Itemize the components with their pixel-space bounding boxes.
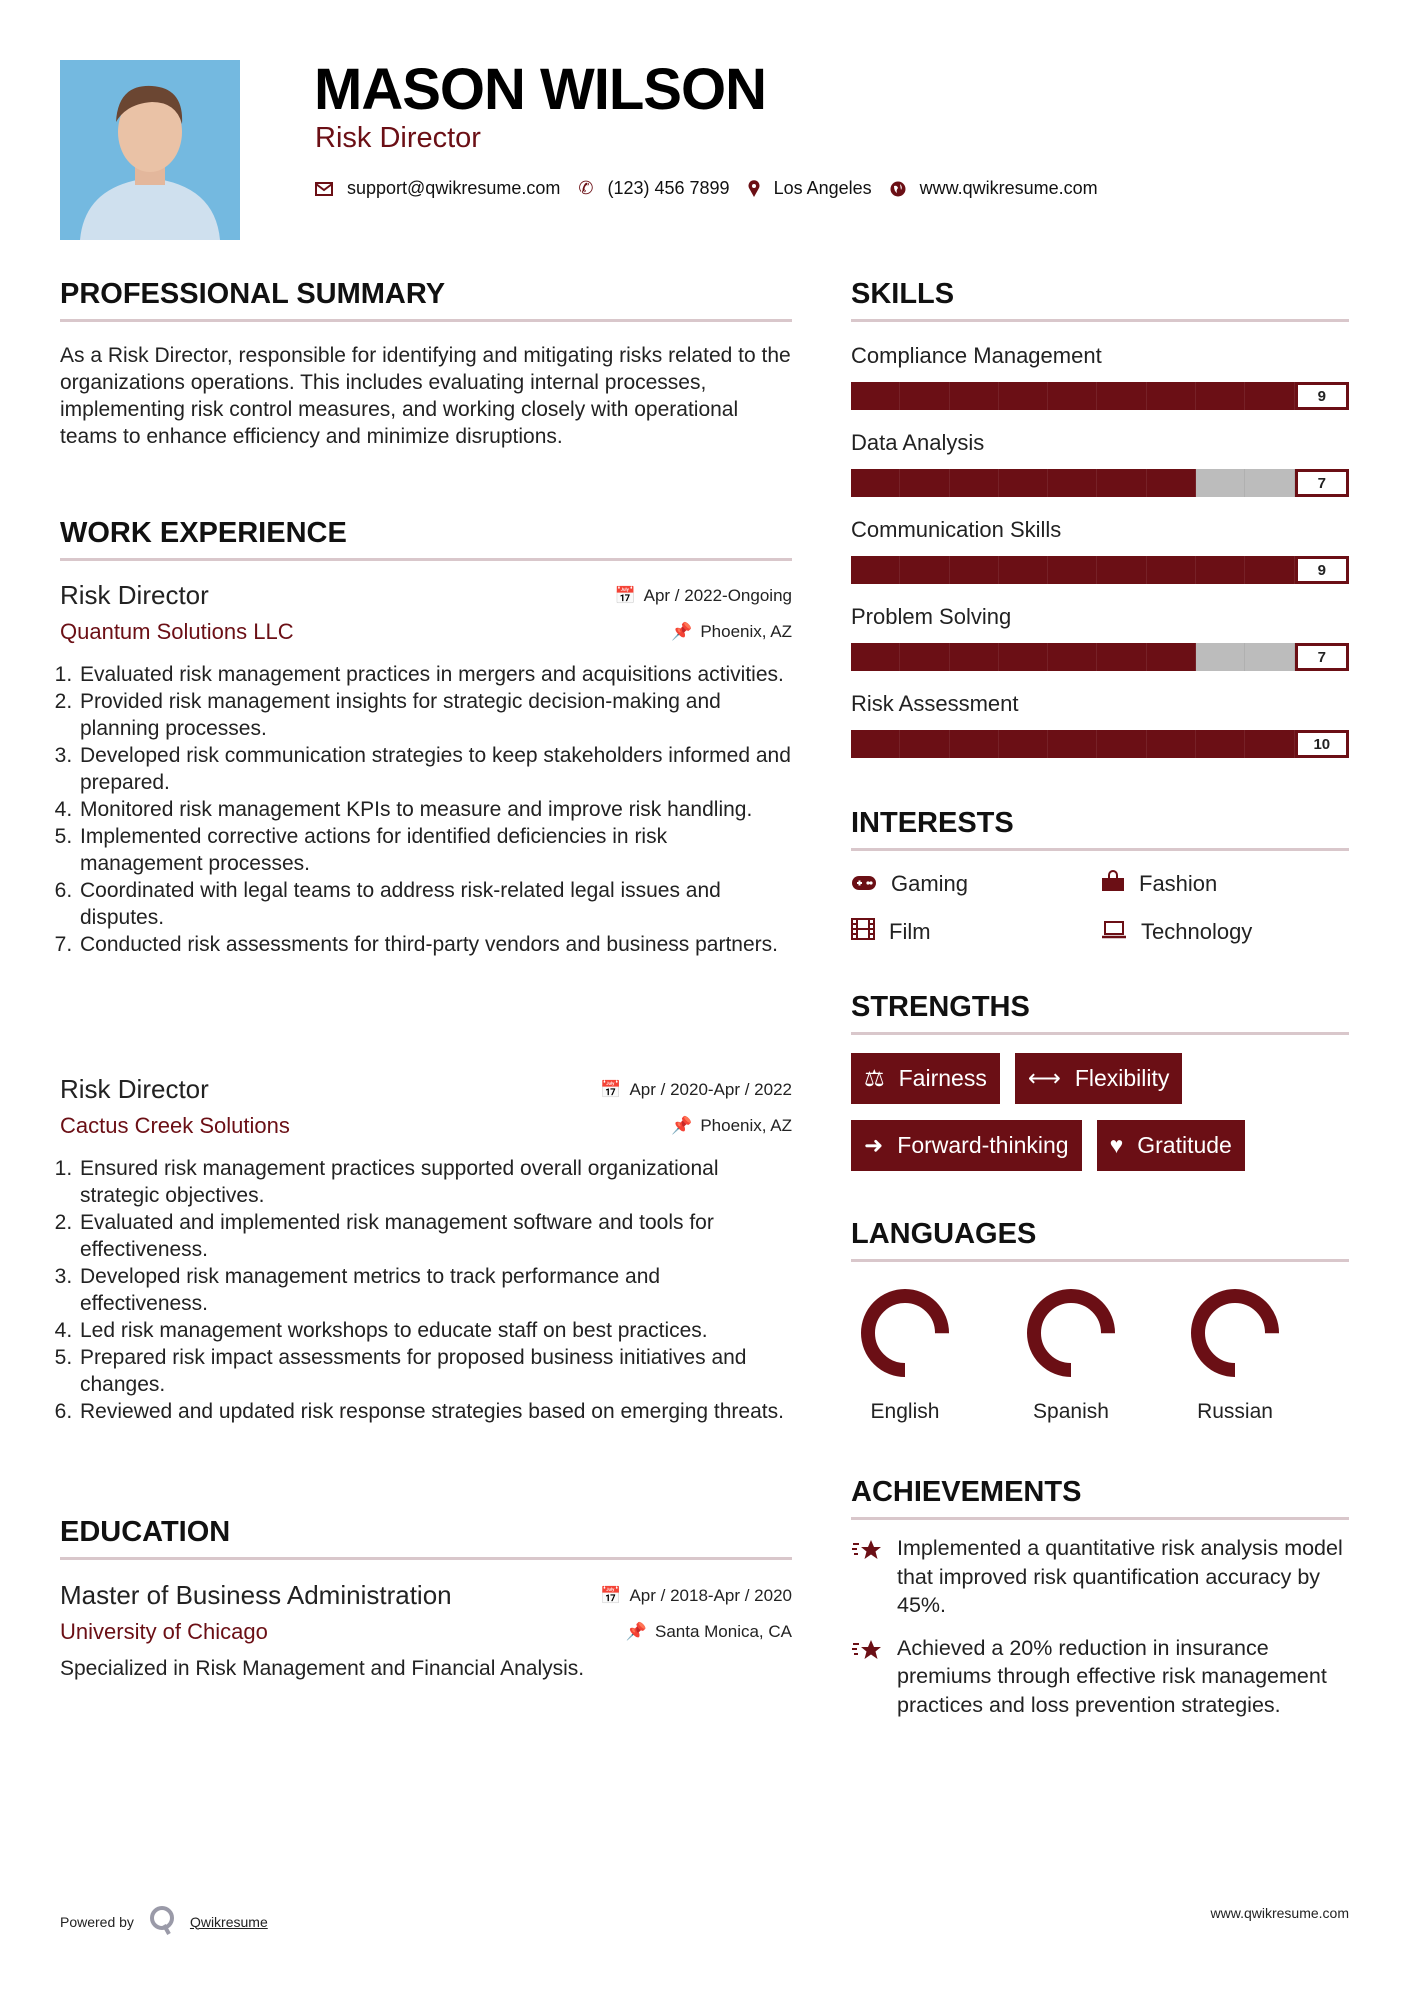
skill-segment [851,643,900,671]
duty-item: 3. Developed risk communication strategies to keep stakeholders informed and prepared. [78,742,792,796]
skill-segment [851,556,900,584]
skill-segment [1048,469,1097,497]
interest-label: Gaming [891,871,969,896]
strength-label: Flexibility [1074,1065,1170,1091]
job-entry [60,580,792,958]
job-title: Risk Director [60,580,209,610]
summary-section [60,276,792,450]
duty-item: 5. Prepared risk impact assessments for proposed business initiatives and changes. [78,1344,792,1398]
job-location: Phoenix, AZ [700,1116,792,1135]
skill-segment [851,382,900,410]
skill-segment [851,469,900,497]
heart-icon: ♥ [1109,1132,1124,1158]
job-title: Risk Director [60,1074,209,1104]
skill-segment [950,556,999,584]
skill-item [851,691,1349,778]
interests-section [851,805,1349,947]
footer-url[interactable]: www.qwikresume.com [1210,1905,1349,1921]
job-duties [60,1155,792,1425]
skill-segment [999,556,1048,584]
skill-label: Communication Skills [851,517,1062,542]
duty-item: 1. Evaluated risk management practices in mergers and acquisitions activities. [78,661,792,688]
strength-badge [851,1053,1000,1104]
skill-segment [1097,382,1146,410]
skill-segment [950,469,999,497]
skill-segment [1097,469,1146,497]
skill-value: 7 [1295,643,1349,671]
job-location: Phoenix, AZ [700,622,792,641]
achievements-heading: ACHIEVEMENTS [851,1474,1349,1520]
interest-label: Film [889,919,931,944]
duty-item: 2. Evaluated and implemented risk management software and tools for effectiveness. [78,1209,792,1263]
contact-phone[interactable]: (123) 456 7899 [607,178,730,198]
strength-badge [1097,1120,1245,1171]
skill-segment [999,469,1048,497]
skill-label: Risk Assessment [851,691,1019,716]
work-heading: WORK EXPERIENCE [60,515,792,561]
skill-value: 9 [1295,556,1349,584]
interest-label: Fashion [1139,871,1218,896]
job-duties [60,661,792,958]
map-marker-icon [748,180,760,198]
skill-segment [900,643,949,671]
skill-label: Problem Solving [851,604,1012,629]
balance-scale-icon: ⚖ [864,1065,885,1091]
degree: Master of Business Administration [60,1580,452,1610]
skill-value: 10 [1295,730,1349,758]
candidate-name: MASON WILSON [314,57,766,122]
skill-segment [1048,643,1097,671]
skill-segment [1048,382,1097,410]
pin-icon: 📌 [671,622,693,641]
interest-gaming [851,869,1101,899]
summary-text: As a Risk Director, responsible for identifying and mitigating risks related to the organizations operations. This includes evaluating internal processes, implementing risk control measures, and working closely with operational teams to enhance efficiency and minimize disruptions. [60,344,791,448]
job-company: Cactus Creek Solutions [60,1113,290,1138]
language-level-arc [1190,1288,1280,1378]
skill-item [851,430,1349,517]
envelope-icon [315,182,333,196]
skill-segment [1245,643,1294,671]
skill-bar [851,469,1349,497]
candidate-title: Risk Director [315,122,481,154]
skill-bar [851,556,1349,584]
skill-segment [1245,730,1294,758]
duty-item: 4. Led risk management workshops to educate staff on best practices. [78,1317,792,1344]
language-item [1165,1288,1305,1424]
gamepad-icon [851,871,877,897]
edu-location: Santa Monica, CA [654,1622,792,1641]
education-heading: EDUCATION [60,1514,792,1560]
achievement-item [851,1534,1349,1620]
summary-heading: PROFESSIONAL SUMMARY [60,276,792,322]
language-level-arc [1026,1288,1116,1378]
skill-segment [1097,556,1146,584]
skill-item [851,604,1349,691]
globe-icon [890,181,906,197]
duty-item: 1. Ensured risk management practices supported overall organizational strategic objectives. [78,1155,792,1209]
duty-item: 5. Implemented corrective actions for identified deficiencies in risk management processes. [78,823,792,877]
skill-bar [851,382,1349,410]
job-date: Apr / 2020-Apr / 2022 [629,1079,792,1099]
language-name: English [870,1400,940,1423]
skill-item [851,517,1349,604]
achievements-section [851,1474,1349,1720]
duty-item: 6. Reviewed and updated risk response strategies based on emerging threats. [78,1398,792,1425]
achievement-text: Implemented a quantitative risk analysis model that improved risk quantification accuracy by 45%. [897,1536,1343,1618]
skill-segment [851,730,900,758]
skill-label: Compliance Management [851,343,1102,368]
skill-segment [1196,730,1245,758]
powered-by-text: Powered by [60,1913,134,1930]
skill-segment [1147,556,1196,584]
job-entry [60,1074,792,1425]
strength-badge [1015,1053,1183,1104]
contact-website[interactable]: www.qwikresume.com [919,178,1098,198]
footer-left [60,1905,268,1938]
skill-bar [851,730,1349,758]
job-date: Apr / 2022-Ongoing [643,585,792,605]
qwikresume-logo-icon [148,1905,176,1938]
skill-segment [1245,469,1294,497]
skill-segment [1048,730,1097,758]
strength-label: Forward-thinking [897,1132,1069,1158]
duty-item: 2. Provided risk management insights for strategic decision-making and planning processes. [78,688,792,742]
strengths-heading: STRENGTHS [851,989,1349,1035]
skill-segment [900,469,949,497]
skill-value: 9 [1295,382,1349,410]
interest-label: Technology [1141,919,1253,944]
skill-segment [1147,643,1196,671]
skill-label: Data Analysis [851,430,985,455]
work-section [60,515,792,561]
skill-segment [1147,382,1196,410]
pin-icon: 📌 [671,1116,693,1135]
duty-item: 3. Developed risk management metrics to track performance and effectiveness. [78,1263,792,1317]
skill-item [851,343,1349,430]
interests-heading: INTERESTS [851,805,1349,851]
film-icon [851,918,875,946]
interest-fashion [1101,869,1349,899]
language-item [1001,1288,1141,1424]
skill-segment [1097,730,1146,758]
skill-segment [950,382,999,410]
calendar-icon: 📅 [600,1079,622,1099]
qwikresume-link[interactable]: Qwikresume [189,1913,268,1930]
pin-icon: 📌 [625,1622,647,1641]
achievement-text: Achieved a 20% reduction in insurance premiums through effective risk management practices and loss prevention strategies. [897,1635,1327,1717]
edu-date: Apr / 2018-Apr / 2020 [629,1585,792,1605]
contact-location: Los Angeles [773,178,872,198]
shooting-star-icon [851,1634,883,1720]
strengths-section [851,989,1349,1171]
skill-segment [1196,469,1245,497]
contact-email[interactable]: support@qwikresume.com [347,178,561,198]
strength-label: Fairness [898,1065,987,1091]
skill-segment [1147,469,1196,497]
language-item [835,1288,975,1424]
education-section [60,1514,792,1682]
skill-segment [1245,556,1294,584]
strength-badge [851,1120,1082,1171]
skill-segment [1097,643,1146,671]
skills-heading: SKILLS [851,276,1349,322]
shopping-bag-icon [1101,870,1125,898]
achievement-item [851,1634,1349,1720]
contact-row [315,178,1116,199]
interest-film [851,917,1101,947]
languages-section [851,1216,1349,1432]
skill-segment [950,643,999,671]
skill-segment [1147,730,1196,758]
skill-segment [1196,556,1245,584]
duty-item: 6. Coordinated with legal teams to address risk-related legal issues and disputes. [78,877,792,931]
languages-heading: LANGUAGES [851,1216,1349,1262]
edu-description: Specialized in Risk Management and Financial Analysis. [60,1657,585,1680]
calendar-icon: 📅 [600,1585,622,1605]
skill-segment [999,730,1048,758]
duty-item: 4. Monitored risk management KPIs to measure and improve risk handling. [78,796,792,823]
skill-segment [1245,382,1294,410]
duty-item: 7. Conducted risk assessments for third-party vendors and business partners. [78,931,792,958]
strength-label: Gratitude [1137,1132,1232,1158]
school: University of Chicago [60,1619,268,1644]
calendar-icon: 📅 [614,585,636,605]
profile-photo [60,60,240,240]
arrows-horizontal-icon: ⟷ [1027,1065,1061,1091]
skill-value: 7 [1295,469,1349,497]
language-name: Spanish [1033,1400,1109,1423]
skill-segment [900,730,949,758]
skill-segment [900,556,949,584]
phone-icon: ✆ [578,178,594,198]
skill-segment [1196,643,1245,671]
skill-segment [1196,382,1245,410]
shooting-star-icon [851,1534,883,1620]
language-level-arc [860,1288,950,1378]
skill-segment [950,730,999,758]
skill-bar [851,643,1349,671]
skills-section [851,276,1349,778]
skill-segment [999,643,1048,671]
language-name: Russian [1197,1400,1273,1423]
interest-technology [1101,917,1349,947]
laptop-icon [1101,919,1127,945]
skill-segment [1048,556,1097,584]
skill-segment [900,382,949,410]
skill-segment [999,382,1048,410]
arrow-right-icon: ➜ [864,1132,884,1158]
job-company: Quantum Solutions LLC [60,619,294,644]
